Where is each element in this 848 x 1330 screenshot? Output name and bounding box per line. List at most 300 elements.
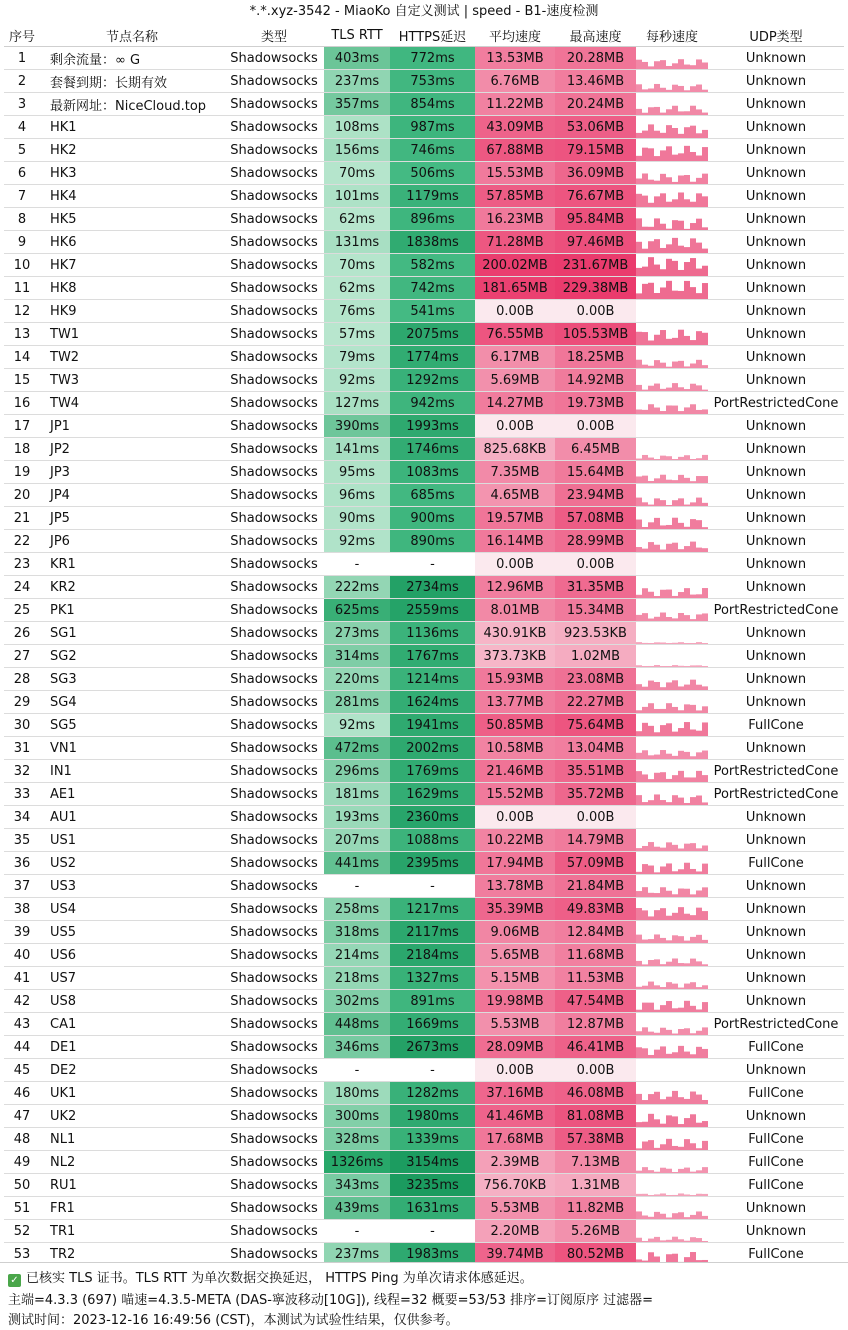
per-second-speed-sparkline xyxy=(636,185,708,208)
node-type: Shadowsocks xyxy=(224,921,324,944)
sparkline-bar xyxy=(666,525,672,529)
sparkline-bar xyxy=(642,1100,648,1104)
sparkline-bar xyxy=(648,842,654,851)
sparkline-bar xyxy=(684,777,690,782)
https-latency: 1179ms xyxy=(390,185,475,208)
sparkline-chart xyxy=(636,461,708,483)
node-type: Shadowsocks xyxy=(224,668,324,691)
udp-type: FullCone xyxy=(708,1082,844,1105)
https-latency: 2075ms xyxy=(390,323,475,346)
sparkline-bar xyxy=(654,1119,660,1127)
sparkline-bar xyxy=(672,845,678,851)
max-speed: 23.08MB xyxy=(555,668,636,691)
avg-speed: 21.46MB xyxy=(475,760,555,783)
udp-type: Unknown xyxy=(708,875,844,898)
sparkline-bar xyxy=(654,1050,660,1058)
tls-rtt: 156ms xyxy=(324,139,390,162)
sparkline-bar xyxy=(654,872,660,874)
sparkline-bar xyxy=(702,706,708,713)
sparkline-bar xyxy=(690,1006,696,1012)
max-speed: 11.68MB xyxy=(555,944,636,967)
per-second-speed-sparkline xyxy=(636,1082,708,1105)
tls-rtt: 302ms xyxy=(324,990,390,1013)
per-second-speed-sparkline xyxy=(636,438,708,461)
sparkline-bar xyxy=(636,194,642,207)
sparkline-bar xyxy=(702,527,708,529)
sparkline-bar xyxy=(654,498,660,506)
sparkline-bar xyxy=(642,527,648,529)
table-row xyxy=(4,898,844,921)
node-type: Shadowsocks xyxy=(224,162,324,185)
sparkline-bar xyxy=(642,476,648,483)
sparkline-bar xyxy=(648,755,654,759)
sparkline-bar xyxy=(648,939,654,943)
sparkline-bar xyxy=(642,390,648,391)
sparkline-bar xyxy=(648,458,654,460)
tls-rtt: 625ms xyxy=(324,599,390,622)
sparkline-bar xyxy=(678,1124,684,1127)
sparkline-bar xyxy=(654,459,660,460)
sparkline-bar xyxy=(654,847,660,851)
max-speed: 0.00B xyxy=(555,415,636,438)
sparkline-bar xyxy=(636,1031,642,1035)
sparkline-bar xyxy=(636,109,642,115)
sparkline-bar xyxy=(642,131,648,138)
sparkline-bar xyxy=(678,1239,684,1242)
sparkline-bar xyxy=(666,891,672,897)
sparkline-chart xyxy=(636,438,708,460)
row-index: 22 xyxy=(4,530,40,553)
node-name: HK9 xyxy=(40,300,224,323)
avg-speed: 373.73KB xyxy=(475,645,555,668)
udp-type: Unknown xyxy=(708,415,844,438)
max-speed: 15.34MB xyxy=(555,599,636,622)
sparkline-bar xyxy=(666,982,672,989)
avg-speed: 35.39MB xyxy=(475,898,555,921)
sparkline-bar xyxy=(666,109,672,115)
sparkline-bar xyxy=(666,1169,672,1173)
sparkline-bar xyxy=(636,908,642,920)
sparkline-bar xyxy=(648,148,654,161)
sparkline-bar xyxy=(690,519,696,529)
tls-rtt: 181ms xyxy=(324,783,390,806)
node-type: Shadowsocks xyxy=(224,300,324,323)
sparkline-bar xyxy=(666,480,672,483)
https-latency: 1980ms xyxy=(390,1105,475,1128)
table-row xyxy=(4,438,844,461)
udp-type: FullCone xyxy=(708,714,844,737)
sparkline-bar xyxy=(672,795,678,805)
sparkline-bar xyxy=(654,934,660,943)
sparkline-bar xyxy=(666,1115,672,1127)
sparkline-bar xyxy=(678,411,684,414)
sparkline-bar xyxy=(690,1195,696,1196)
sparkline-bar xyxy=(684,1052,690,1058)
sparkline-bar xyxy=(672,362,678,368)
sparkline-bar xyxy=(654,1148,660,1150)
node-name: US4 xyxy=(40,898,224,921)
udp-type: Unknown xyxy=(708,530,844,553)
avg-speed: 2.20MB xyxy=(475,1220,555,1243)
table-row xyxy=(4,967,844,990)
https-latency: 1993ms xyxy=(390,415,475,438)
sparkline-bar xyxy=(702,266,708,276)
table-row xyxy=(4,70,844,93)
sparkline-bar xyxy=(666,916,672,920)
sparkline-bar xyxy=(636,1122,642,1127)
sparkline-bar xyxy=(672,1091,678,1104)
table-row xyxy=(4,1059,844,1082)
sparkline-bar xyxy=(702,751,708,759)
per-second-speed-sparkline xyxy=(636,668,708,691)
sparkline-bar xyxy=(636,1238,642,1242)
sparkline-bar xyxy=(678,153,684,161)
sparkline-bar xyxy=(672,238,678,253)
sparkline-bar xyxy=(696,85,702,92)
sparkline-bar xyxy=(696,987,702,989)
max-speed: 12.84MB xyxy=(555,921,636,944)
udp-type: Unknown xyxy=(708,1220,844,1243)
sparkline-bar xyxy=(702,1194,708,1196)
node-type: Shadowsocks xyxy=(224,70,324,93)
sparkline-bar xyxy=(666,682,672,690)
max-speed: 105.53MB xyxy=(555,323,636,346)
table-row xyxy=(4,277,844,300)
sparkline-bar xyxy=(660,613,666,621)
sparkline-bar xyxy=(654,773,660,782)
avg-speed: 37.16MB xyxy=(475,1082,555,1105)
sparkline-chart xyxy=(636,231,708,253)
node-name: CA1 xyxy=(40,1013,224,1036)
sparkline-bar xyxy=(696,1194,702,1196)
table-row xyxy=(4,691,844,714)
sparkline-bar xyxy=(648,366,654,368)
per-second-speed-sparkline xyxy=(636,254,708,277)
udp-type: Unknown xyxy=(708,93,844,116)
udp-type: Unknown xyxy=(708,116,844,139)
table-row xyxy=(4,622,844,645)
sparkline-bar xyxy=(642,1215,648,1219)
sparkline-chart xyxy=(636,139,708,161)
sparkline-chart xyxy=(636,70,708,92)
https-latency: 1083ms xyxy=(390,461,475,484)
node-name: NL1 xyxy=(40,1128,224,1151)
sparkline-bar xyxy=(642,1241,648,1242)
tls-rtt: 127ms xyxy=(324,392,390,415)
sparkline-bar xyxy=(690,152,696,161)
sparkline-bar xyxy=(666,367,672,368)
tls-rtt: 92ms xyxy=(324,530,390,553)
header-max-speed: 最高速度 xyxy=(555,24,636,47)
sparkline-bar xyxy=(660,193,666,207)
udp-type: FullCone xyxy=(708,1128,844,1151)
sparkline-bar xyxy=(696,331,702,345)
sparkline-bar xyxy=(642,89,648,92)
avg-speed: 15.93MB xyxy=(475,668,555,691)
sparkline-bar xyxy=(678,936,684,943)
sparkline-bar xyxy=(696,1123,702,1127)
sparkline-bar xyxy=(678,330,684,345)
max-speed: 53.06MB xyxy=(555,116,636,139)
sparkline-bar xyxy=(666,1240,672,1242)
node-type: Shadowsocks xyxy=(224,93,324,116)
sparkline-bar xyxy=(660,908,666,920)
sparkline-bar xyxy=(672,775,678,782)
udp-type: FullCone xyxy=(708,1243,844,1266)
node-name: 套餐到期：长期有效 xyxy=(40,70,224,93)
sparkline-bar xyxy=(690,86,696,92)
max-speed: 49.83MB xyxy=(555,898,636,921)
sparkline-bar xyxy=(642,455,648,460)
udp-type: PortRestrictedCone xyxy=(708,392,844,415)
sparkline-bar xyxy=(696,476,702,483)
avg-speed: 200.02MB xyxy=(475,254,555,277)
sparkline-bar xyxy=(672,871,678,874)
sparkline-bar xyxy=(684,127,690,138)
udp-type: Unknown xyxy=(708,668,844,691)
tls-rtt: 318ms xyxy=(324,921,390,944)
https-latency: 1217ms xyxy=(390,898,475,921)
node-type: Shadowsocks xyxy=(224,599,324,622)
sparkline-chart xyxy=(636,944,708,966)
https-latency: 890ms xyxy=(390,530,475,553)
sparkline-bar xyxy=(636,156,642,161)
footer xyxy=(0,1262,848,1330)
sparkline-bar xyxy=(678,869,684,874)
header-avg-speed: 平均速度 xyxy=(475,24,555,47)
sparkline-bar xyxy=(660,113,666,115)
max-speed: 47.54MB xyxy=(555,990,636,1013)
sparkline-bar xyxy=(678,613,684,621)
node-name: 最新网址：NiceCloud.top xyxy=(40,93,224,116)
sparkline-bar xyxy=(690,384,696,391)
sparkline-chart xyxy=(636,185,708,207)
max-speed: 15.64MB xyxy=(555,461,636,484)
sparkline-bar xyxy=(654,732,660,736)
avg-speed: 5.69MB xyxy=(475,369,555,392)
sparkline-bar xyxy=(648,960,654,966)
sparkline-bar xyxy=(660,866,666,874)
sparkline-chart xyxy=(636,162,708,184)
sparkline-bar xyxy=(654,794,660,805)
sparkline-bar xyxy=(642,666,648,667)
table-row xyxy=(4,1197,844,1220)
sparkline-bar xyxy=(684,666,690,667)
sparkline-bar xyxy=(684,685,690,690)
sparkline-bar xyxy=(648,866,654,874)
sparkline-bar xyxy=(696,193,702,207)
table-row xyxy=(4,530,844,553)
table-row xyxy=(4,507,844,530)
sparkline-bar xyxy=(636,385,642,391)
udp-type: Unknown xyxy=(708,47,844,70)
sparkline-bar xyxy=(666,863,672,874)
sparkline-bar xyxy=(648,1055,654,1058)
sparkline-bar xyxy=(684,229,690,230)
sparkline-bar xyxy=(666,66,672,69)
sparkline-bar xyxy=(636,218,642,230)
sparkline-bar xyxy=(678,498,684,506)
sparkline-bar xyxy=(636,60,642,69)
udp-type: Unknown xyxy=(708,300,844,323)
row-index: 34 xyxy=(4,806,40,829)
sparkline-bar xyxy=(642,887,648,897)
https-latency: 685ms xyxy=(390,484,475,507)
per-second-speed-sparkline xyxy=(636,507,708,530)
sparkline-bar xyxy=(672,543,678,552)
https-latency: 1136ms xyxy=(390,622,475,645)
table-row xyxy=(4,714,844,737)
sparkline-bar xyxy=(684,90,690,92)
node-type: Shadowsocks xyxy=(224,967,324,990)
table-row xyxy=(4,553,844,576)
node-type: Shadowsocks xyxy=(224,392,324,415)
table-row xyxy=(4,921,844,944)
node-type: Shadowsocks xyxy=(224,116,324,139)
row-index: 37 xyxy=(4,875,40,898)
sparkline-bar xyxy=(678,1147,684,1150)
tls-rtt: 62ms xyxy=(324,277,390,300)
avg-speed: 10.58MB xyxy=(475,737,555,760)
sparkline-bar xyxy=(702,548,708,552)
node-name: JP3 xyxy=(40,461,224,484)
table-row xyxy=(4,1151,844,1174)
sparkline-chart xyxy=(636,737,708,759)
sparkline-bar xyxy=(690,502,696,506)
udp-type: Unknown xyxy=(708,806,844,829)
sparkline-bar xyxy=(684,146,690,161)
sparkline-bar xyxy=(672,756,678,759)
tls-rtt: 214ms xyxy=(324,944,390,967)
header-type: 类型 xyxy=(224,24,324,47)
checkbox-icon: ✓ xyxy=(8,1274,21,1287)
sparkline-bar xyxy=(678,771,684,782)
tls-rtt: 314ms xyxy=(324,645,390,668)
sparkline-bar xyxy=(654,156,660,161)
tls-rtt: 101ms xyxy=(324,185,390,208)
sparkline-bar xyxy=(648,619,654,621)
avg-speed: 13.77MB xyxy=(475,691,555,714)
sparkline-bar xyxy=(648,481,654,483)
max-speed: 229.38MB xyxy=(555,277,636,300)
row-index: 48 xyxy=(4,1128,40,1151)
row-index: 1 xyxy=(4,47,40,70)
avg-speed: 15.53MB xyxy=(475,162,555,185)
sparkline-bar xyxy=(660,725,666,736)
table-row xyxy=(4,783,844,806)
udp-type: Unknown xyxy=(708,622,844,645)
sparkline-bar xyxy=(690,340,696,345)
row-index: 3 xyxy=(4,93,40,116)
sparkline-bar xyxy=(660,964,666,966)
sparkline-bar xyxy=(702,455,708,460)
sparkline-bar xyxy=(702,613,708,621)
sparkline-bar xyxy=(678,1046,684,1058)
sparkline-bar xyxy=(702,1049,708,1058)
sparkline-bar xyxy=(654,1237,660,1242)
sparkline-bar xyxy=(690,1114,696,1127)
https-latency: 1983ms xyxy=(390,1243,475,1266)
sparkline-bar xyxy=(672,1034,678,1035)
sparkline-bar xyxy=(660,133,666,138)
udp-type: Unknown xyxy=(708,829,844,852)
sparkline-bar xyxy=(696,1238,702,1242)
sparkline-bar xyxy=(636,84,642,92)
sparkline-bar xyxy=(684,722,690,736)
sparkline-bar xyxy=(642,910,648,920)
row-index: 53 xyxy=(4,1243,40,1266)
row-index: 9 xyxy=(4,231,40,254)
sparkline-bar xyxy=(702,227,708,230)
node-type: Shadowsocks xyxy=(224,1013,324,1036)
sparkline-bar xyxy=(684,1194,690,1196)
udp-type: Unknown xyxy=(708,277,844,300)
sparkline-bar xyxy=(660,687,666,690)
avg-speed: 5.15MB xyxy=(475,967,555,990)
table-row xyxy=(4,1105,844,1128)
sparkline-bar xyxy=(702,1141,708,1150)
table-row xyxy=(4,760,844,783)
sparkline-bar xyxy=(690,106,696,115)
avg-speed: 6.17MB xyxy=(475,346,555,369)
tls-rtt: 90ms xyxy=(324,507,390,530)
sparkline-bar xyxy=(648,203,654,207)
sparkline-bar xyxy=(684,199,690,207)
per-second-speed-sparkline xyxy=(636,530,708,553)
node-type: Shadowsocks xyxy=(224,783,324,806)
https-latency: 1339ms xyxy=(390,1128,475,1151)
tls-rtt: 92ms xyxy=(324,714,390,737)
sparkline-bar xyxy=(672,459,678,460)
sparkline-bar xyxy=(678,592,684,598)
max-speed: 95.84MB xyxy=(555,208,636,231)
sparkline-bar xyxy=(642,643,648,644)
sparkline-bar xyxy=(684,336,690,345)
sparkline-bar xyxy=(678,1212,684,1219)
sparkline-bar xyxy=(654,518,660,529)
per-second-speed-sparkline xyxy=(636,323,708,346)
node-type: Shadowsocks xyxy=(224,484,324,507)
header-https-latency: HTTPS延迟 xyxy=(390,24,475,47)
sparkline-bar xyxy=(660,1240,666,1242)
row-index: 46 xyxy=(4,1082,40,1105)
sparkline-bar xyxy=(690,363,696,368)
sparkline-chart xyxy=(636,714,708,736)
per-second-speed-sparkline xyxy=(636,645,708,668)
sparkline-bar xyxy=(684,1099,690,1104)
udp-type: PortRestrictedCone xyxy=(708,1013,844,1036)
per-second-speed-sparkline xyxy=(636,622,708,645)
sparkline-bar xyxy=(684,704,690,713)
sparkline-bar xyxy=(702,130,708,138)
sparkline-bar xyxy=(672,220,678,230)
sparkline-bar xyxy=(672,128,678,138)
tls-rtt: 193ms xyxy=(324,806,390,829)
sparkline-chart xyxy=(636,47,708,69)
sparkline-bar xyxy=(642,1194,648,1196)
sparkline-bar xyxy=(636,1010,642,1012)
sparkline-bar xyxy=(660,60,666,69)
sparkline-bar xyxy=(690,1092,696,1104)
node-name: JP4 xyxy=(40,484,224,507)
sparkline-bar xyxy=(684,863,690,874)
https-latency: 1767ms xyxy=(390,645,475,668)
sparkline-bar xyxy=(684,1118,690,1127)
tls-rtt: - xyxy=(324,1059,390,1082)
sparkline-bar xyxy=(642,588,648,598)
sparkline-bar xyxy=(666,643,672,644)
tls-rtt: 441ms xyxy=(324,852,390,875)
